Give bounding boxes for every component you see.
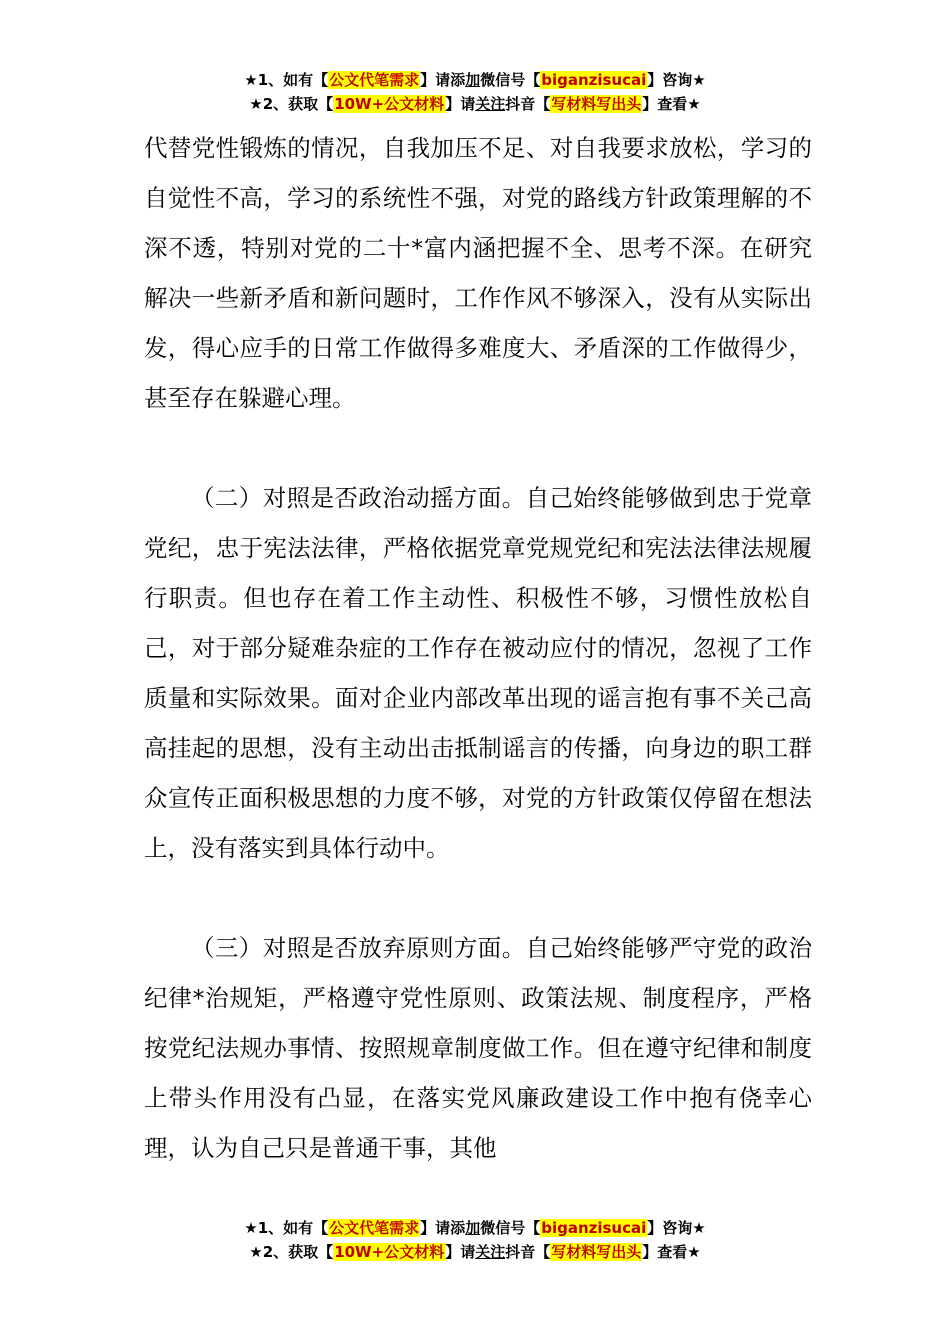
header-banner	[0, 68, 950, 116]
paragraph-2: （二）对照是否政治动摇方面。自己始终能够做到忠于党章党纪，忠于宪法法律，严格依据党章党规党纪和宪法法律法规履行职责。但也存在着工作主动性、积极性不够，习惯性放松自己，对于部分疑难杂症的工作存在被动应付的情况，忽视了工作质量和实际效果。面对企业内部改革出现的谣言抱有事不关己高高挂起的思想，没有主动出击抵制谣言的传播，向身边的职工群众宣传正面积极思想的力度不够，对党的方针政策仅停留在想法上，没有落实到具体行动中。	[144, 484, 812, 862]
banner-line-1: ★1、如有【公文代笔需求】请添加微信号【biganzisucai】咨询★	[244, 1219, 706, 1237]
highlight-text: 写材料写出头	[551, 1243, 642, 1261]
highlight-text: biganzisucai	[541, 1219, 647, 1237]
highlight-text: 10W+公文材料	[334, 95, 445, 113]
highlight-text: 10W+公文材料	[334, 1243, 445, 1261]
highlight-text: 写材料写出头	[551, 95, 642, 113]
footer-banner	[0, 1216, 950, 1264]
paragraph-1: 代替党性锻炼的情况，自我加压不足、对自我要求放松，学习的自觉性不高，学习的系统性不强，对党的路线方针政策理解的不深不透，特别对党的二十*富内涵把握不全、思考不深。在研究解决一些新矛盾和新问题时，工作作风不够深入，没有从实际出发，得心应手的日常工作做得多难度大、矛盾深的工作做得少，甚至存在躲避心理。	[144, 134, 812, 412]
banner-line-2: ★2、获取【10W+公文材料】请关注抖音【写材料写出头】查看★	[249, 1243, 701, 1261]
document-body	[144, 123, 812, 1173]
banner-line-1: ★1、如有【公文代笔需求】请添加微信号【biganzisucai】咨询★	[244, 71, 706, 89]
highlight-text: 公文代笔需求	[329, 1219, 420, 1237]
highlight-text: biganzisucai	[541, 71, 647, 89]
banner-line-2: ★2、获取【10W+公文材料】请关注抖音【写材料写出头】查看★	[249, 95, 701, 113]
highlight-text: 公文代笔需求	[329, 71, 420, 89]
paragraph-3: （三）对照是否放弃原则方面。自己始终能够严守党的政治纪律*治规矩，严格遵守党性原则、政策法规、制度程序，严格按党纪法规办事情、按照规章制度做工作。但在遵守纪律和制度上带头作用没有凸显，在落实党风廉政建设工作中抱有侥幸心理，认为自己只是普通干事，其他	[144, 934, 812, 1162]
